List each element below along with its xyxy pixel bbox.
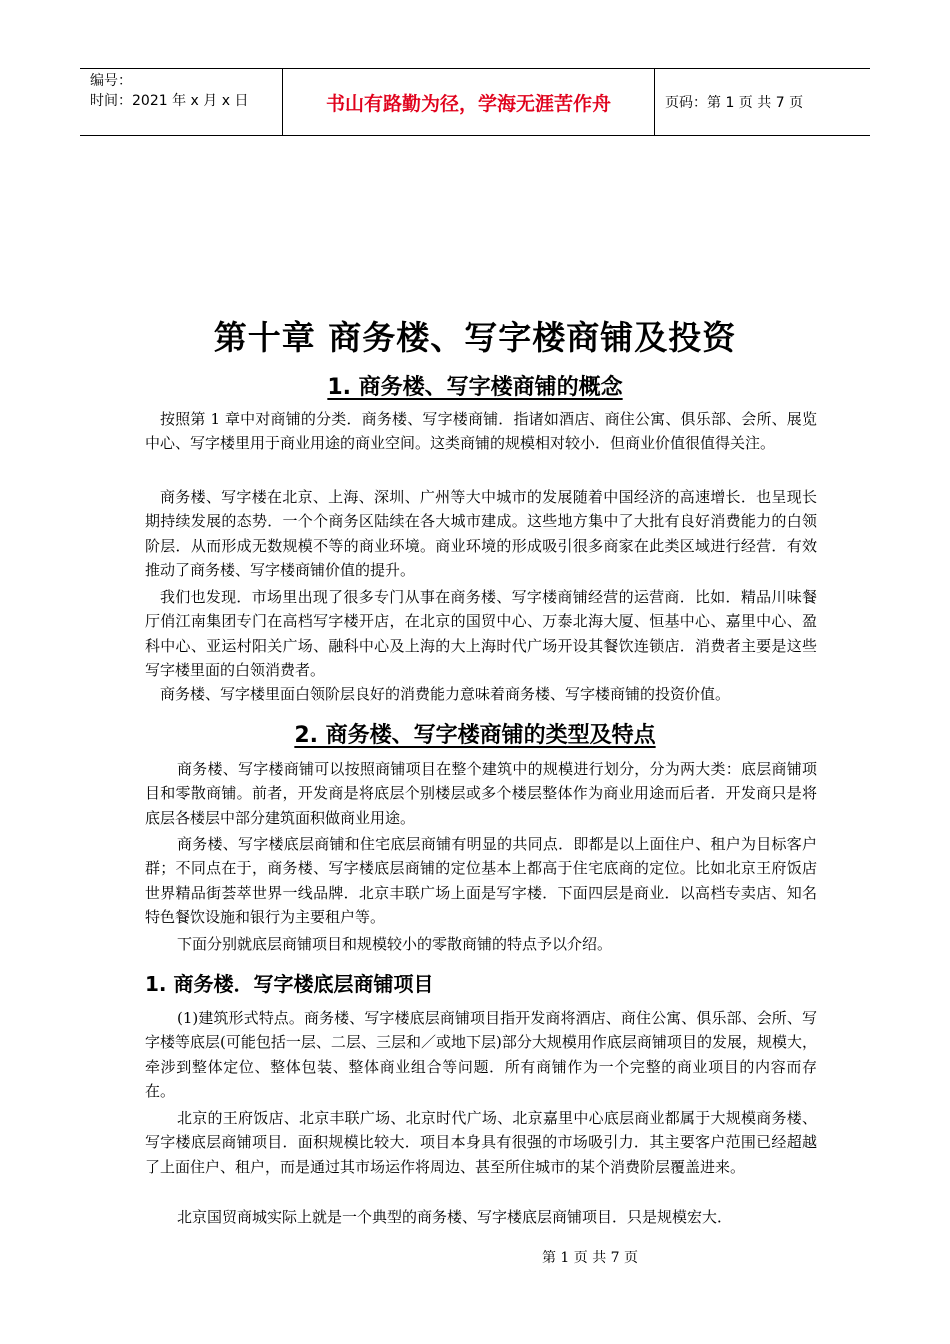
chapter-title: 第十章 商务楼、写字楼商铺及投资 [213, 318, 737, 357]
paragraph: 北京的王府饭店、北京丰联广场、北京时代广场、北京嘉里中心底层商业都属于大规模商务楼、写字楼底层商铺项目．面积规模比较大．项目本身具有很强的市场吸引力．其主要客户范围已经超越了上面住户、租户，而是通过其市场运作将周边、甚至所住城市的某个消费阶层覆盖进来。 [145, 1109, 817, 1176]
time-label: 时间：2021 年 x 月 x 日 [90, 93, 249, 109]
paragraph: 北京国贸商城实际上就是一个典型的商务楼、写字楼底层商铺项目．只是规模宏大． [177, 1208, 733, 1226]
paragraph: 商务楼、写字楼在北京、上海、深圳、广州等大中城市的发展随着中国经济的高速增长．也呈现长期持续发展的态势．一个个商务区陆续在各大城市建成。这些地方集中了大批有良好消费能力的白领阶层．从而形成无数规模不等的商业环境。商业环境的形成吸引很多商家在此类区域进行经营．有效推动了商务楼、写字楼商铺价值的提升。 [145, 488, 817, 580]
paragraph: 下面分别就底层商铺项目和规模较小的零散商铺的特点予以介绍。 [177, 935, 613, 953]
paragraph: 商务楼、写字楼里面白领阶层良好的消费能力意味着商务楼、写字楼商铺的投资价值。 [160, 685, 731, 703]
section-heading-1: 1. 商务楼、写字楼商铺的概念 [327, 375, 623, 400]
paragraph: 我们也发现．市场里出现了很多专门从事在商务楼、写字楼商铺经营的运营商．比如．精品川味餐厅俏江南集团专门在高档写字楼开店，在北京的国贸中心、万泰北海大厦、恒基中心、嘉里中心、盈科中心、亚运村阳关广场、融科中心及上海的大上海时代广场开设其餐饮连锁店．消费者主要是这些写字楼里面的白领消费者。 [145, 588, 817, 680]
number-label: 编号： [90, 73, 132, 89]
page-footer: 第 1 页 共 7 页 [541, 1250, 639, 1266]
section-heading-2: 2. 商务楼、写字楼商铺的类型及特点 [294, 723, 656, 748]
subsection-heading: 1. 商务楼．写字楼底层商铺项目 [145, 972, 434, 996]
paragraph: 按照第 1 章中对商铺的分类．商务楼、写字楼商铺．指诸如酒店、商住公寓、俱乐部、会所、展览中心、写字楼里用于商业用途的商业空间。这类商铺的规模相对较小．但商业价值很值得关注。 [145, 410, 817, 453]
header-page-info: 页码：第 1 页 共 7 页 [665, 95, 804, 111]
paragraph: (1)建筑形式特点。商务楼、写字楼底层商铺项目指开发商将酒店、商住公寓、俱乐部、会所、写字楼等底层(可能包括一层、二层、三层和／或地下层)部分大规模用作底层商铺项目的发展，规模大，牵涉到整体定位、整体包装、整体商业组合等问题．所有商铺作为一个完整的商业项目的内容而存在。 [145, 1009, 817, 1101]
paragraph: 商务楼、写字楼底层商铺和住宅底层商铺有明显的共同点．即都是以上面住户、租户为目标客户群；不同点在于，商务楼、写字楼底层商铺的定位基本上都高于住宅底商的定位。比如北京王府饭店世界精品街荟萃世界一线品牌．北京丰联广场上面是写字楼．下面四层是商业．以高档专卖店、知名特色餐饮设施和银行为主要租户等。 [145, 835, 817, 927]
page-header [80, 68, 870, 136]
header-motto: 书山有路勤为径，学海无涯苦作舟 [283, 69, 655, 135]
header-meta [80, 69, 283, 135]
paragraph: 商务楼、写字楼商铺可以按照商铺项目在整个建筑中的规模进行划分，分为两大类：底层商铺项目和零散商铺。前者，开发商是将底层个别楼层或多个楼层整体作为商业用途而后者．开发商只是将底层各楼层中部分建筑面积做商业用途。 [145, 760, 817, 827]
